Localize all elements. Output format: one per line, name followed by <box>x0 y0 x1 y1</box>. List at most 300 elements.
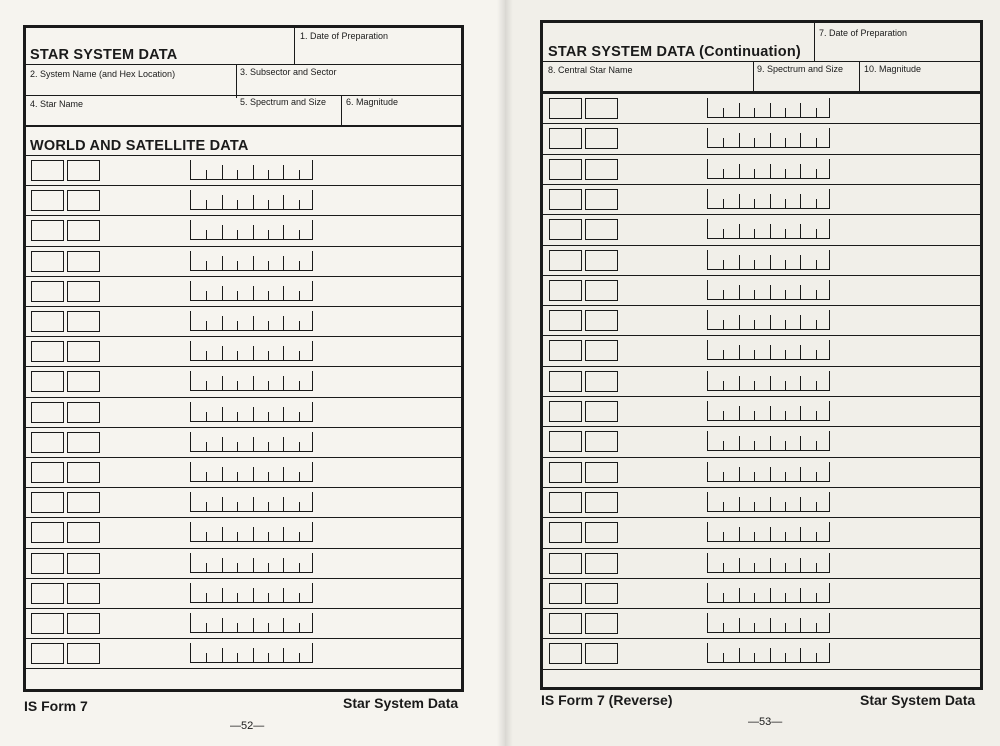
name-box[interactable] <box>585 462 618 483</box>
code-digit-tick <box>800 497 801 511</box>
uwp-code-field[interactable] <box>707 219 830 239</box>
code-digit-tick <box>206 321 207 330</box>
orbit-box[interactable] <box>31 492 64 513</box>
uwp-code-field[interactable] <box>707 371 830 391</box>
code-digit-tick <box>723 381 724 390</box>
uwp-code-field[interactable] <box>190 160 313 180</box>
code-digit-tick <box>754 350 755 359</box>
code-digit-tick <box>800 406 801 420</box>
code-digit-tick <box>754 108 755 117</box>
uwp-code-field[interactable] <box>190 462 313 482</box>
uwp-code-field[interactable] <box>190 583 313 603</box>
name-box[interactable] <box>67 281 100 302</box>
code-digit-tick <box>268 291 269 300</box>
name-box[interactable] <box>585 219 618 240</box>
code-digit-tick <box>237 200 238 209</box>
uwp-code-field[interactable] <box>190 402 313 422</box>
spectrum-and-size-field[interactable]: 9. Spectrum and Size <box>757 64 844 74</box>
name-box[interactable] <box>585 583 618 604</box>
uwp-code-field[interactable] <box>190 190 313 210</box>
code-digit-tick <box>739 588 740 602</box>
row-divider <box>26 366 461 367</box>
world-row <box>26 578 461 608</box>
code-digit-tick <box>206 623 207 632</box>
code-digit-tick <box>206 412 207 421</box>
world-row <box>26 517 461 547</box>
name-box[interactable] <box>585 310 618 331</box>
code-digit-tick <box>770 648 771 662</box>
code-digit-tick <box>222 648 223 662</box>
code-digit-tick <box>299 472 300 481</box>
date-of-preparation-field[interactable]: 1. Date of Preparation <box>300 31 389 41</box>
orbit-box[interactable] <box>31 432 64 453</box>
code-digit-tick <box>739 194 740 208</box>
code-digit-tick <box>754 563 755 572</box>
uwp-code-field[interactable] <box>190 281 313 301</box>
name-box[interactable] <box>67 220 100 241</box>
code-digit-tick <box>222 286 223 300</box>
code-digit-tick <box>816 138 817 147</box>
code-digit-tick <box>283 588 284 602</box>
orbit-box[interactable] <box>549 643 582 664</box>
orbit-box[interactable] <box>549 128 582 149</box>
uwp-code-field[interactable] <box>190 613 313 633</box>
row-divider <box>543 548 980 549</box>
name-box[interactable] <box>585 189 618 210</box>
code-digit-tick <box>816 472 817 481</box>
code-digit-tick <box>770 588 771 602</box>
name-box[interactable] <box>585 250 618 271</box>
name-box[interactable] <box>585 280 618 301</box>
code-digit-tick <box>785 350 786 359</box>
world-row <box>543 305 980 335</box>
code-digit-tick <box>800 648 801 662</box>
world-row <box>26 185 461 215</box>
world-row <box>26 427 461 457</box>
world-row <box>543 487 980 517</box>
code-digit-tick <box>222 497 223 511</box>
uwp-code-field[interactable] <box>707 250 830 270</box>
uwp-code-field[interactable] <box>190 311 313 331</box>
code-digit-tick <box>754 320 755 329</box>
code-digit-tick <box>283 467 284 481</box>
code-digit-tick <box>268 593 269 602</box>
footer-form-title: Star System Data <box>860 692 976 708</box>
row-divider <box>26 185 461 186</box>
spectrum-and-size-field[interactable]: 5. Spectrum and Size <box>240 97 327 107</box>
name-box[interactable] <box>585 371 618 392</box>
name-box[interactable] <box>67 522 100 543</box>
name-box[interactable] <box>67 341 100 362</box>
row-divider <box>26 487 461 488</box>
code-digit-tick <box>206 291 207 300</box>
row-divider <box>543 93 980 94</box>
uwp-code-field[interactable] <box>707 492 830 512</box>
name-box[interactable] <box>67 432 100 453</box>
row-divider <box>26 638 461 639</box>
uwp-code-field[interactable] <box>707 159 830 179</box>
system-name-field[interactable]: 2. System Name (and Hex Location) <box>30 69 176 79</box>
orbit-box[interactable] <box>31 371 64 392</box>
uwp-code-field[interactable] <box>190 341 313 361</box>
world-row <box>26 246 461 276</box>
divider <box>294 28 295 64</box>
uwp-code-field[interactable] <box>707 98 830 118</box>
code-digit-tick <box>723 441 724 450</box>
orbit-box[interactable] <box>549 280 582 301</box>
code-digit-tick <box>237 653 238 662</box>
code-digit-tick <box>770 345 771 359</box>
orbit-box[interactable] <box>549 371 582 392</box>
uwp-code-field[interactable] <box>190 553 313 573</box>
uwp-code-field[interactable] <box>190 251 313 271</box>
code-digit-tick <box>723 532 724 541</box>
code-digit-tick <box>800 315 801 329</box>
magnitude-field[interactable]: 10. Magnitude <box>864 64 922 74</box>
row-divider <box>543 517 980 518</box>
code-digit-tick <box>206 472 207 481</box>
code-digit-tick <box>800 467 801 481</box>
orbit-box[interactable] <box>31 583 64 604</box>
world-row <box>26 487 461 517</box>
row-divider <box>26 668 461 669</box>
code-digit-tick <box>237 261 238 270</box>
orbit-box[interactable] <box>549 189 582 210</box>
row-divider <box>543 154 980 155</box>
name-box[interactable] <box>67 371 100 392</box>
row-divider <box>26 517 461 518</box>
code-digit-tick <box>816 623 817 632</box>
row-divider <box>543 457 980 458</box>
row-divider <box>26 215 461 216</box>
orbit-box[interactable] <box>31 160 64 181</box>
code-digit-tick <box>785 532 786 541</box>
name-box[interactable] <box>67 643 100 664</box>
name-box[interactable] <box>67 553 100 574</box>
code-digit-tick <box>283 316 284 330</box>
code-digit-tick <box>237 623 238 632</box>
code-digit-tick <box>283 648 284 662</box>
code-digit-tick <box>253 648 254 662</box>
uwp-code-field[interactable] <box>707 310 830 330</box>
subsector-and-sector-field[interactable]: 3. Subsector and Sector <box>240 67 337 77</box>
form-title: STAR SYSTEM DATA <box>30 47 178 63</box>
code-digit-tick <box>816 320 817 329</box>
orbit-box[interactable] <box>549 492 582 513</box>
code-digit-tick <box>237 291 238 300</box>
orbit-box[interactable] <box>549 310 582 331</box>
code-digit-tick <box>299 412 300 421</box>
code-digit-tick <box>299 593 300 602</box>
code-digit-tick <box>754 381 755 390</box>
footer-form-number: IS Form 7 (Reverse) <box>541 692 673 708</box>
orbit-box[interactable] <box>31 553 64 574</box>
code-digit-tick <box>283 195 284 209</box>
code-digit-tick <box>770 467 771 481</box>
name-box[interactable] <box>67 402 100 423</box>
code-digit-tick <box>785 229 786 238</box>
code-digit-tick <box>299 170 300 179</box>
code-digit-tick <box>770 285 771 299</box>
code-digit-tick <box>800 527 801 541</box>
name-box[interactable] <box>67 583 100 604</box>
code-digit-tick <box>253 346 254 360</box>
world-row <box>543 457 980 487</box>
world-row <box>543 638 980 668</box>
code-digit-tick <box>816 229 817 238</box>
code-digit-tick <box>800 376 801 390</box>
code-digit-tick <box>283 225 284 239</box>
code-digit-tick <box>268 412 269 421</box>
code-digit-tick <box>222 195 223 209</box>
code-digit-tick <box>253 407 254 421</box>
code-digit-tick <box>816 290 817 299</box>
row-divider <box>26 427 461 428</box>
row-divider <box>543 335 980 336</box>
date-of-preparation-field[interactable]: 7. Date of Preparation <box>819 28 908 38</box>
uwp-code-field[interactable] <box>707 340 830 360</box>
code-digit-tick <box>283 407 284 421</box>
code-digit-tick <box>253 286 254 300</box>
orbit-box[interactable] <box>549 219 582 240</box>
code-digit-tick <box>723 563 724 572</box>
code-digit-tick <box>754 441 755 450</box>
code-digit-tick <box>299 261 300 270</box>
orbit-box[interactable] <box>31 462 64 483</box>
name-box[interactable] <box>585 553 618 574</box>
code-digit-tick <box>206 200 207 209</box>
code-digit-tick <box>723 623 724 632</box>
code-digit-tick <box>754 169 755 178</box>
code-digit-tick <box>283 497 284 511</box>
code-digit-tick <box>299 291 300 300</box>
code-digit-tick <box>739 648 740 662</box>
uwp-code-field[interactable] <box>190 371 313 391</box>
divider <box>26 125 461 127</box>
code-digit-tick <box>739 527 740 541</box>
code-digit-tick <box>723 502 724 511</box>
orbit-box[interactable] <box>549 401 582 422</box>
code-digit-tick <box>283 618 284 632</box>
row-divider <box>26 246 461 247</box>
code-digit-tick <box>222 346 223 360</box>
code-digit-tick <box>816 441 817 450</box>
code-digit-tick <box>253 437 254 451</box>
code-digit-tick <box>237 412 238 421</box>
world-row <box>26 306 461 336</box>
uwp-code-field[interactable] <box>707 643 830 663</box>
footer-form-number: IS Form 7 <box>24 698 88 714</box>
code-digit-tick <box>754 472 755 481</box>
world-row <box>543 245 980 275</box>
world-row <box>543 184 980 214</box>
code-digit-tick <box>253 618 254 632</box>
name-box[interactable] <box>585 643 618 664</box>
orbit-box[interactable] <box>549 98 582 119</box>
uwp-code-field[interactable] <box>190 522 313 542</box>
code-digit-tick <box>206 381 207 390</box>
code-digit-tick <box>222 527 223 541</box>
world-row <box>543 548 980 578</box>
name-box[interactable] <box>585 431 618 452</box>
code-digit-tick <box>222 618 223 632</box>
code-digit-tick <box>253 588 254 602</box>
code-digit-tick <box>770 618 771 632</box>
world-row <box>543 517 980 547</box>
name-box[interactable] <box>67 251 100 272</box>
name-box[interactable] <box>585 159 618 180</box>
orbit-box[interactable] <box>31 281 64 302</box>
name-box[interactable] <box>67 311 100 332</box>
uwp-code-field[interactable] <box>707 280 830 300</box>
uwp-code-field[interactable] <box>190 492 313 512</box>
name-box[interactable] <box>585 128 618 149</box>
code-digit-tick <box>299 381 300 390</box>
code-digit-tick <box>770 103 771 117</box>
row-divider <box>26 457 461 458</box>
code-digit-tick <box>754 653 755 662</box>
code-digit-tick <box>299 532 300 541</box>
orbit-box[interactable] <box>549 553 582 574</box>
orbit-box[interactable] <box>549 583 582 604</box>
code-digit-tick <box>268 321 269 330</box>
code-digit-tick <box>785 653 786 662</box>
code-digit-tick <box>785 381 786 390</box>
code-digit-tick <box>816 653 817 662</box>
orbit-box[interactable] <box>549 522 582 543</box>
code-digit-tick <box>770 224 771 238</box>
code-digit-tick <box>770 255 771 269</box>
divider <box>753 61 754 91</box>
code-digit-tick <box>770 164 771 178</box>
uwp-code-field[interactable] <box>707 553 830 573</box>
uwp-code-field[interactable] <box>190 220 313 240</box>
code-digit-tick <box>268 502 269 511</box>
name-box[interactable] <box>67 462 100 483</box>
orbit-box[interactable] <box>549 340 582 361</box>
name-box[interactable] <box>67 613 100 634</box>
name-box[interactable] <box>585 340 618 361</box>
orbit-box[interactable] <box>31 341 64 362</box>
code-digit-tick <box>816 169 817 178</box>
code-digit-tick <box>237 351 238 360</box>
code-digit-tick <box>770 436 771 450</box>
world-row <box>543 93 980 123</box>
name-box[interactable] <box>585 401 618 422</box>
uwp-code-field[interactable] <box>707 401 830 421</box>
code-digit-tick <box>237 593 238 602</box>
orbit-box[interactable] <box>31 522 64 543</box>
row-divider <box>543 578 980 579</box>
code-digit-tick <box>770 315 771 329</box>
orbit-box[interactable] <box>549 462 582 483</box>
world-row <box>26 608 461 638</box>
code-digit-tick <box>800 133 801 147</box>
uwp-code-field[interactable] <box>707 128 830 148</box>
name-box[interactable] <box>67 160 100 181</box>
orbit-box[interactable] <box>549 431 582 452</box>
uwp-code-field[interactable] <box>707 522 830 542</box>
orbit-box[interactable] <box>31 402 64 423</box>
world-row <box>26 155 461 185</box>
uwp-code-field[interactable] <box>707 462 830 482</box>
name-box[interactable] <box>67 190 100 211</box>
world-row <box>543 366 980 396</box>
uwp-code-field[interactable] <box>707 431 830 451</box>
code-digit-tick <box>723 350 724 359</box>
divider <box>814 23 815 62</box>
code-digit-tick <box>268 200 269 209</box>
code-digit-tick <box>299 321 300 330</box>
code-digit-tick <box>800 285 801 299</box>
orbit-box[interactable] <box>31 643 64 664</box>
name-box[interactable] <box>67 492 100 513</box>
orbit-box[interactable] <box>549 613 582 634</box>
central-star-name-field[interactable]: 8. Central Star Name <box>548 65 633 75</box>
code-digit-tick <box>222 376 223 390</box>
orbit-box[interactable] <box>31 190 64 211</box>
uwp-code-field[interactable] <box>707 613 830 633</box>
orbit-box[interactable] <box>549 159 582 180</box>
uwp-code-field[interactable] <box>190 643 313 663</box>
form-title: STAR SYSTEM DATA (Continuation) <box>548 44 801 60</box>
uwp-code-field[interactable] <box>707 583 830 603</box>
code-digit-tick <box>770 376 771 390</box>
code-digit-tick <box>739 285 740 299</box>
code-digit-tick <box>739 558 740 572</box>
code-digit-tick <box>800 436 801 450</box>
page-number: —53— <box>748 716 783 728</box>
book-gutter <box>497 0 513 746</box>
footer-form-title: Star System Data <box>343 695 459 711</box>
code-digit-tick <box>206 261 207 270</box>
orbit-box[interactable] <box>31 311 64 332</box>
code-digit-tick <box>237 502 238 511</box>
code-digit-tick <box>723 169 724 178</box>
code-digit-tick <box>816 350 817 359</box>
name-box[interactable] <box>585 613 618 634</box>
row-divider <box>543 608 980 609</box>
world-row <box>543 396 980 426</box>
orbit-box[interactable] <box>31 220 64 241</box>
code-digit-tick <box>739 618 740 632</box>
orbit-box[interactable] <box>549 250 582 271</box>
row-divider <box>543 396 980 397</box>
world-row <box>26 366 461 396</box>
code-digit-tick <box>800 255 801 269</box>
name-box[interactable] <box>585 492 618 513</box>
world-row <box>26 215 461 245</box>
uwp-code-field[interactable] <box>190 432 313 452</box>
name-box[interactable] <box>585 98 618 119</box>
name-box[interactable] <box>585 522 618 543</box>
row-divider <box>26 336 461 337</box>
star-name-field[interactable]: 4. Star Name <box>30 99 84 109</box>
code-digit-tick <box>785 138 786 147</box>
magnitude-field[interactable]: 6. Magnitude <box>346 97 399 107</box>
code-digit-tick <box>816 381 817 390</box>
orbit-box[interactable] <box>31 613 64 634</box>
code-digit-tick <box>283 527 284 541</box>
uwp-code-field[interactable] <box>707 189 830 209</box>
orbit-box[interactable] <box>31 251 64 272</box>
code-digit-tick <box>268 442 269 451</box>
code-digit-tick <box>739 467 740 481</box>
world-row <box>543 154 980 184</box>
divider <box>341 95 342 125</box>
code-digit-tick <box>770 406 771 420</box>
page-number: —52— <box>230 720 265 732</box>
